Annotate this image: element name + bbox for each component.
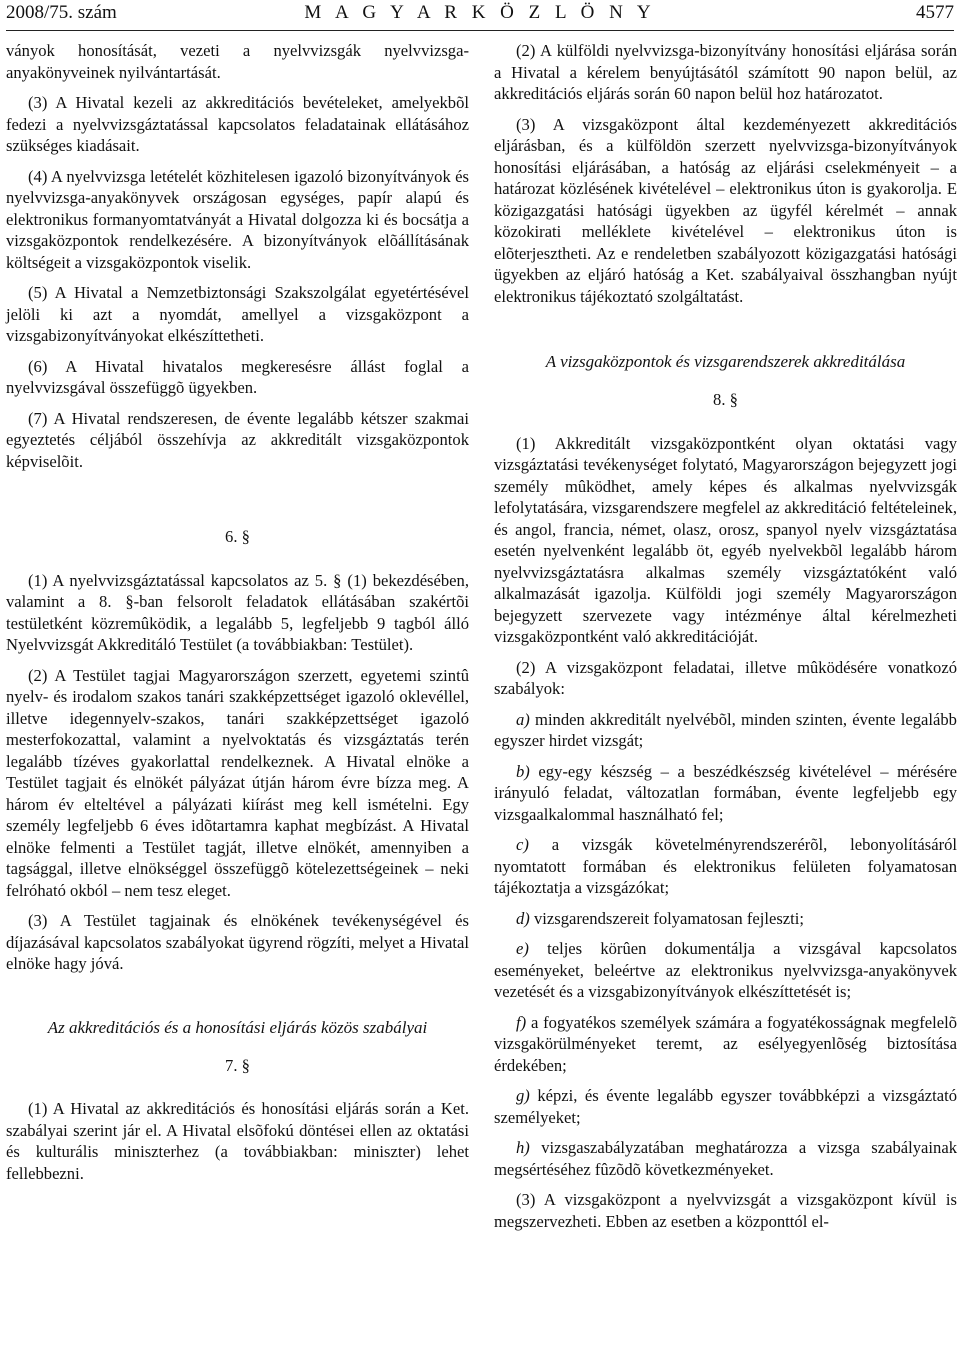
paragraph: (4) A nyelvvizsga letételét közhitelesen igazoló bizonyítványok és nyelvvizsga-anyakönyvek országosan egységes, papír alapú és elektronikus formanyomtatványát a Hivatal dolgozza ki és bocsátja a vizsgaközpontok rendelkezésére. A bizonyítványok elõállításának költségeit a vizsgaközpontok viselik. bbox=[6, 166, 469, 272]
paragraph: (3) A vizsgaközpont által kezdeményezett akkreditációs eljárásban, és a külföldön szerzett nyelvvizsga-bizonyítványok honosítási eljárásában, a hatóság az eljárási cselekményeit – a határozat közlésének kivételével – elektronikus úton is gyakorolja. E közigazgatási hatósági ügyekben az ügyfél kérelmét – annak közokirati melléklete kivételével – elektronikus úton is elõterjesztheti. Az e rendeletben szabályozott közigazgatási hatósági ügyekben az eljáró hatóság a Ket. szabályaival összhangban nyújt elektronikus tájékoztató szolgáltatást. bbox=[494, 114, 957, 306]
list-item-letter: a) bbox=[516, 709, 530, 729]
list-item-letter: e) bbox=[516, 939, 529, 958]
list-item-letter: h) bbox=[516, 1138, 530, 1157]
right-column bbox=[494, 40, 957, 1232]
page-number: 4577 bbox=[916, 2, 954, 23]
list-item-letter: f) bbox=[516, 1012, 527, 1032]
list-item-text: minden akkreditált nyelvébõl, minden szinten, évente legalább egyszer hirdet vizsgát; bbox=[494, 709, 957, 750]
list-item-text: vizsgaszabályzatában meghatározza a vizsga szabályainak megsértéséhez fûzõdõ következményeket. bbox=[494, 1138, 957, 1179]
list-item-letter: c) bbox=[516, 835, 529, 854]
issue-number: 2008/75. szám bbox=[6, 2, 117, 23]
section-number: 8. § bbox=[713, 390, 738, 409]
list-item bbox=[494, 1085, 957, 1128]
list-item bbox=[494, 1012, 957, 1077]
publication-title: M A G Y A R K Ö Z L Ö N Y bbox=[304, 2, 656, 23]
paragraph: (3) A Hivatal kezeli az akkreditációs bevételeket, amelyekbõl fedezi a nyelvvizsgáztatással kapcsolatos feladatainak ellátásához szükséges kiadásait. bbox=[6, 93, 469, 155]
paragraph: (7) A Hivatal rendszeresen, de évente legalább kétszer szakmai egyeztetés céljából összehívja az akkreditált vizsgaközpontok képviselõit. bbox=[6, 408, 469, 471]
list-item bbox=[494, 908, 957, 930]
list-item-letter: g) bbox=[516, 1086, 530, 1105]
paragraph: (6) A Hivatal hivatalos megkeresésre állást foglal a nyelvvizsgával összefüggõ ügyekben. bbox=[6, 356, 469, 397]
paragraph: ványok honosítását, vezeti a nyelvvizsgák nyelvvizsga-anyakönyveinek nyilvántartását. bbox=[6, 41, 469, 82]
paragraph: (2) A külföldi nyelvvizsga-bizonyítvány honosítási eljárása során a Hivatal a kérelem benyújtásától számított 90 napon belül, az akkreditációs eljárás során 60 napon belül hoz határozatot. bbox=[494, 41, 957, 103]
paragraph: (5) A Hivatal a Nemzetbiztonsági Szakszolgálat egyetértésével jelöli ki azt a nyomdát, amellyel a vizsgaközpont a vizsgabizonyítványokat elkészíttetheti. bbox=[6, 283, 469, 345]
paragraph: (1) A nyelvvizsgáztatással kapcsolatos az 5. § (1) bekezdésében, valamint a 8. §-ban felsorolt feladatok ellátásában szakértõi testületként közremûködik, a legalább 5, legfeljebb 9 tagból álló Nyelvvizsgát Akkreditáló Testület (a továbbiakban: Testület). bbox=[6, 570, 469, 654]
list-item-text: teljes körûen dokumentálja a vizsgával kapcsolatos eseményeket, beleértve az elektronikus nyelvvizsga-anyakönyvek vezetését és a vizsgabizonyítványok elkészíttetését is; bbox=[494, 939, 957, 1001]
list-item-text: a fogyatékos személyek számára a fogyatékosságnak megfelelõ vizsgakörülményeket teremt, az esélyegyenlõség biztosítása érdekében; bbox=[494, 1012, 957, 1075]
paragraph: (3) A vizsgaközpont a nyelvvizsgát a vizsgaközpont kívül is megszervezheti. Ebben az esetben a központtól el- bbox=[494, 1190, 957, 1231]
section-number: 7. § bbox=[225, 1055, 250, 1075]
list-item-text: vizsgarendszereit folyamatosan fejleszti; bbox=[533, 908, 804, 928]
paragraph: (2) A vizsgaközpont feladatai, illetve mûködésére vonatkozó szabályok: bbox=[494, 657, 957, 698]
list-item-text: egy-egy készség – a beszédkészség kivételével – mérésére irányuló feladat, változatlan formában, évente legfeljebb egy vizsgaalkalommal használható fel; bbox=[494, 761, 957, 824]
list-item bbox=[494, 834, 957, 899]
list-item-text: a vizsgák követelményrendszerérõl, lebonyolításáról nyomtatott formában és elektronikus felületen folyamatosan tájékoztatja a vizsgázókat; bbox=[494, 835, 958, 897]
list-item bbox=[494, 709, 957, 752]
list-item bbox=[494, 761, 957, 826]
list-item bbox=[494, 1137, 957, 1180]
paragraph: (3) A Testület tagjainak és elnökének tevékenységével és díjazásával kapcsolatos szabályokat ügyrend rögzíti, melyet a Hivatal elnöke hagy jóvá. bbox=[6, 911, 469, 973]
section-heading: Az akkreditációs és a honosítási eljárás közös szabályai bbox=[47, 1017, 428, 1037]
list-item-letter: d) bbox=[516, 908, 530, 928]
page-header bbox=[6, 0, 954, 31]
section-number: 6. § bbox=[225, 527, 250, 546]
list-item-letter: b) bbox=[516, 761, 530, 781]
list-item-text: képzi, és évente legalább egyszer továbbképzi a vizsgáztató személyeket; bbox=[494, 1086, 957, 1127]
paragraph: (2) A Testület tagjai Magyarországon szerzett, egyetemi szintû nyelv- és irodalom szakos tanári szakképzettséget igazoló oklevéllel, illetve idegennyelv-szakos, tanári szakképzettséget igazoló mesterfokozattal, valamint a nyelvoktatás és vizsgáztatás terén legalább tízéves gyakorlattal rendelkeznek. A Hivatal elnöke a Testület tagjait és elnökét pályázat útján három évre bízza meg. A három év elteltével a pályázati kiírást meg kell ismételni. Egy személy legfeljebb 6 éves idõtartamra kaphat megbízást. A Hivatal elnöke felmenti a Testület tagját, illetve elnökét, amennyiben a tagsággal, illetve elnökséggel összefüggõ kötelezettségeinek – neki felróható okból – nem tesz eleget. bbox=[6, 665, 469, 900]
paragraph: (1) Akkreditált vizsgaközpontként olyan oktatási vagy vizsgáztatási tevékenységet folytató, Magyarországon bejegyzett jogi személy mûködhet, amely képes és alkalmas nyelvvizsgák lefolytatására, vizsgarendszere megfelel az akkreditáció feltételeinek, és angol, francia, német, olasz, orosz, spanyol nyelv vizsgáztatása esetén nyelvenként legalább öt, egyéb nyelvekbõl legalább három nyelvvizsgáztatásra alkalmas személy vizsgáztatóként való alkalmazását igazolja. Külföldi jogi személy Magyarországon bejegyzett szervezete vagy intézménye által kérelmezheti vizsgaközpontként való akkreditációját. bbox=[494, 433, 957, 646]
list-item bbox=[494, 938, 957, 1003]
section-heading: A vizsgaközpontok és vizsgarendszerek akkreditálása bbox=[545, 352, 906, 371]
left-column bbox=[6, 40, 469, 1184]
paragraph: (1) A Hivatal az akkreditációs és honosítási eljárás során a Ket. szabályai szerint jár el. A Hivatal elsõfokú döntései ellen az oktatási és kulturális miniszterhez (a továbbiakban: miniszter) lehet fellebbezni. bbox=[6, 1099, 469, 1183]
